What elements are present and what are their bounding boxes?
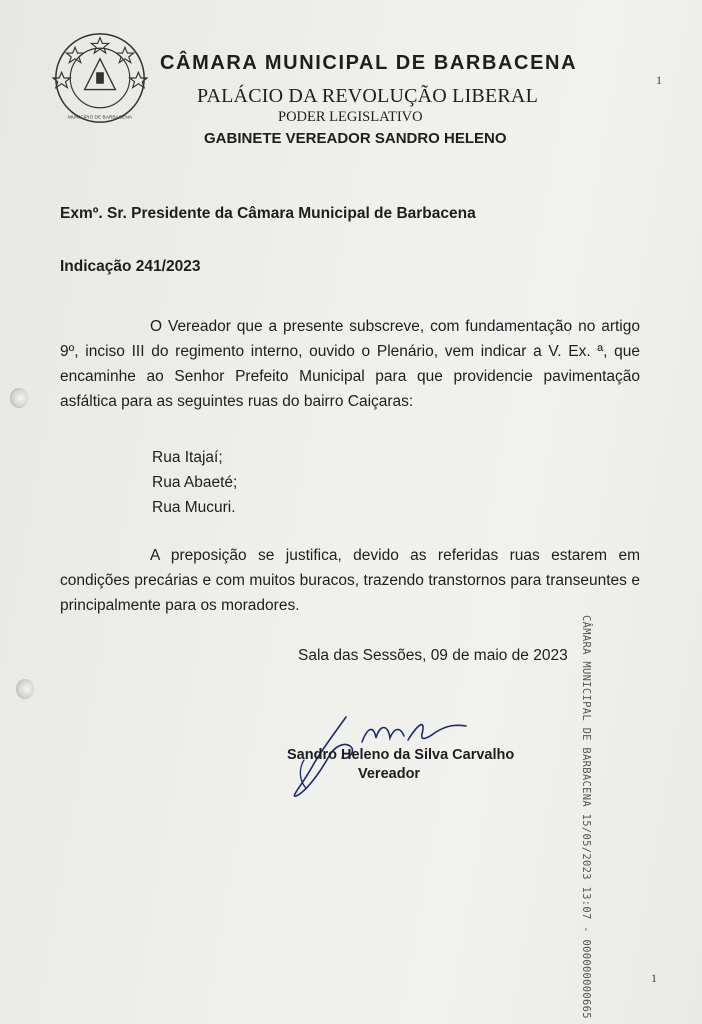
page-number: 1 — [651, 971, 657, 985]
paragraph-justification — [60, 543, 640, 618]
chamber-title: CÂMARA MUNICIPAL DE BARBACENA — [160, 52, 578, 74]
list-item: Rua Abaeté; — [152, 474, 238, 491]
seal-text: MUNICÍPIO DE BARBACENA — [67, 115, 133, 121]
place-date: Sala das Sessões, 09 de maio de 2023 — [298, 647, 568, 664]
protocol-stamp: CÂMARA MUNICIPAL DE BARBACENA 15/05/2023 13:07 - 000000000665 — [580, 615, 592, 1019]
paragraph-request-text: O Vereador que a presente subscreve, com fundamentação no artigo 9º, inciso III do regimento interno, ouvido o Plenário, vem indicar a V. Ex. ª, que encaminhe ao Senhor Prefeito Municipal para que providencie pavimentação asfáltica para as seguintes ruas do bairro Caiçaras: — [60, 318, 640, 410]
signer-role: Vereador — [358, 766, 421, 782]
palace-title: PALÁCIO DA REVOLUÇÃO LIBERAL — [197, 85, 538, 107]
legislative-power: PODER LEGISLATIVO — [278, 109, 423, 125]
paragraph-justification-text: A preposição se justifica, devido as referidas ruas estarem em condições precárias e com muitos buracos, trazendo transtornos para transeuntes e principalmente para os moradores. — [60, 547, 640, 614]
signer-name: Sandro Heleno da Silva Carvalho — [287, 747, 515, 763]
street-list — [152, 445, 237, 520]
list-item: Rua Mucuri. — [152, 499, 236, 516]
list-item: Rua Itajaí; — [152, 449, 223, 466]
paragraph-request — [60, 314, 640, 414]
office-title: GABINETE VEREADOR SANDRO HELENO — [204, 130, 507, 147]
municipal-seal-icon — [52, 30, 148, 126]
addressee: Exmº. Sr. Presidente da Câmara Municipal de Barbacena — [60, 205, 476, 222]
corner-mark: 1 — [656, 73, 662, 87]
punch-hole — [16, 679, 34, 699]
punch-hole — [10, 388, 28, 408]
indication-number: Indicação 241/2023 — [60, 258, 201, 275]
